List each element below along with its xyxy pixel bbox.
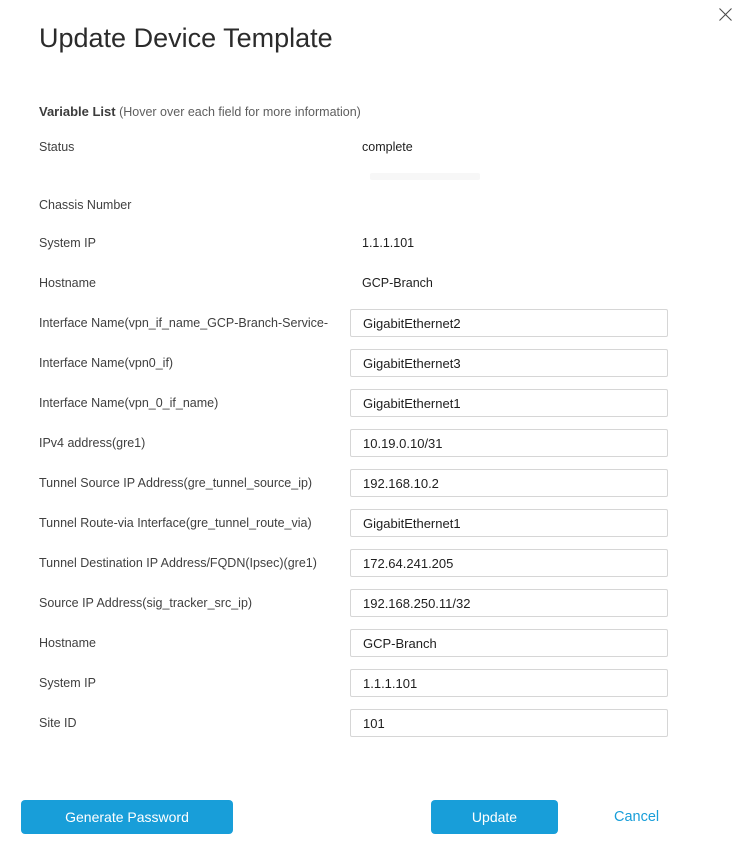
- field-row-ipv4-address-gre1: [39, 429, 713, 457]
- variable-list-label: Variable List: [39, 104, 116, 119]
- system-ip-value: 1.1.1.101: [362, 236, 415, 250]
- faint-ghost-text: [370, 173, 480, 180]
- variable-list: [0, 133, 752, 737]
- faint-ghost-row: [39, 161, 713, 191]
- site-id-label: Site ID: [39, 716, 77, 730]
- variable-list-hint: (Hover over each field for more information): [119, 105, 361, 119]
- cancel-button[interactable]: Cancel: [614, 800, 659, 834]
- system-ip-input-label: System IP: [39, 676, 96, 690]
- field-row-tunnel-source-ip: [39, 469, 713, 497]
- hostname-label: Hostname: [39, 276, 96, 290]
- field-row-system-ip: [39, 229, 713, 257]
- dialog-footer: [0, 800, 752, 836]
- system-ip-input[interactable]: [350, 669, 668, 697]
- system-ip-label: System IP: [39, 236, 96, 250]
- variable-list-heading: [39, 103, 713, 121]
- interface-name-service-input[interactable]: [350, 309, 668, 337]
- field-row-interface-name-service: [39, 309, 713, 337]
- interface-name-vpn-0-if-name-label: Interface Name(vpn_0_if_name): [39, 396, 219, 410]
- site-id-input[interactable]: [350, 709, 668, 737]
- field-row-interface-name-vpn-0-if-name: [39, 389, 713, 417]
- interface-name-vpn-0-if-name-input[interactable]: [350, 389, 668, 417]
- field-row-hostname: [39, 269, 713, 297]
- field-row-status: [39, 133, 713, 161]
- chassis-number-label: Chassis Number: [39, 198, 132, 212]
- field-row-hostname-input: [39, 629, 713, 657]
- tunnel-route-via-label: Tunnel Route-via Interface(gre_tunnel_route_via): [39, 516, 312, 530]
- update-button[interactable]: Update: [431, 800, 558, 834]
- ipv4-address-gre1-input[interactable]: [350, 429, 668, 457]
- field-row-interface-name-vpn0-if: [39, 349, 713, 377]
- source-ip-tracker-input[interactable]: [350, 589, 668, 617]
- source-ip-tracker-label: Source IP Address(sig_tracker_src_ip): [39, 596, 253, 610]
- status-label: Status: [39, 140, 75, 154]
- page-title: Update Device Template: [39, 23, 333, 53]
- tunnel-route-via-input[interactable]: [350, 509, 668, 537]
- interface-name-service-label: Interface Name(vpn_if_name_GCP-Branch-Service-: [39, 316, 329, 330]
- tunnel-destination-input[interactable]: [350, 549, 668, 577]
- close-icon[interactable]: [717, 6, 733, 22]
- ipv4-address-gre1-label: IPv4 address(gre1): [39, 436, 146, 450]
- field-row-tunnel-destination: [39, 549, 713, 577]
- hostname-value: GCP-Branch: [362, 276, 433, 290]
- hostname-input-label: Hostname: [39, 636, 96, 650]
- field-row-chassis-number: [39, 191, 713, 219]
- generate-password-button[interactable]: Generate Password: [21, 800, 233, 834]
- tunnel-source-ip-label: Tunnel Source IP Address(gre_tunnel_source_ip): [39, 476, 313, 490]
- field-row-site-id: [39, 709, 713, 737]
- tunnel-source-ip-input[interactable]: [350, 469, 668, 497]
- interface-name-vpn0-if-input[interactable]: [350, 349, 668, 377]
- field-row-tunnel-route-via: [39, 509, 713, 537]
- tunnel-destination-label: Tunnel Destination IP Address/FQDN(Ipsec)(gre1): [39, 556, 317, 570]
- field-row-source-ip-tracker: [39, 589, 713, 617]
- field-row-system-ip-input: [39, 669, 713, 697]
- hostname-input[interactable]: [350, 629, 668, 657]
- interface-name-vpn0-if-label: Interface Name(vpn0_if): [39, 356, 174, 370]
- status-value: complete: [362, 140, 413, 154]
